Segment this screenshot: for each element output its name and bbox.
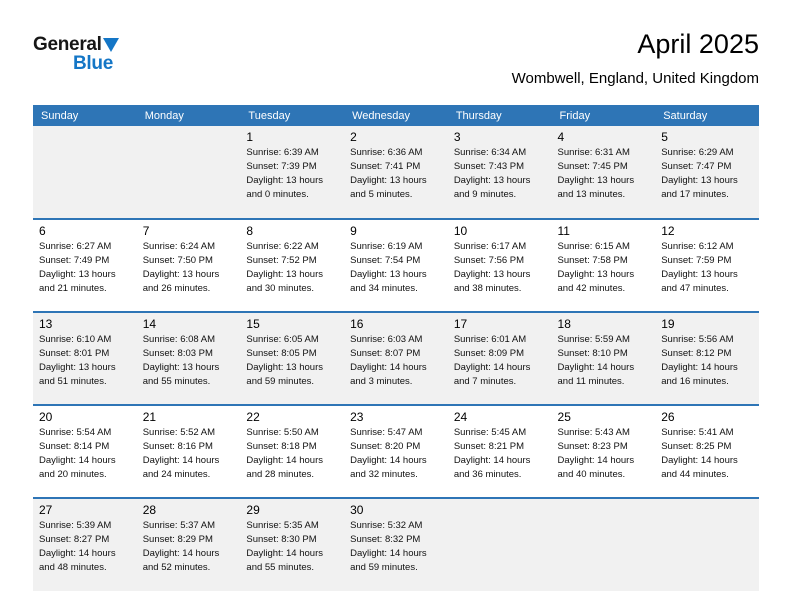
day-info-line: Sunrise: 5:43 AM	[557, 427, 630, 438]
day-info-line: and 7 minutes.	[453, 376, 517, 387]
day-info	[143, 240, 238, 296]
day-number: 3	[453, 130, 461, 144]
day-info-line: Sunrise: 5:41 AM	[661, 427, 734, 438]
day-number: 1	[246, 130, 254, 144]
day-info	[143, 426, 238, 482]
day-info	[558, 146, 653, 202]
day-number: 13	[39, 317, 53, 331]
day-info-line: Sunset: 7:39 PM	[246, 161, 317, 172]
day-info-line: Daylight: 13 hours	[661, 269, 738, 280]
day-cell	[344, 219, 448, 312]
day-info-line: Sunrise: 6:31 AM	[557, 147, 630, 158]
day-cell	[344, 498, 448, 591]
day-info-line: Daylight: 14 hours	[142, 548, 220, 559]
day-info-line: Sunrise: 6:15 AM	[557, 241, 630, 252]
weekday-header-row	[33, 105, 759, 126]
day-info-line: Sunset: 8:21 PM	[453, 441, 525, 452]
day-cell	[344, 126, 448, 219]
day-info-line: Sunrise: 6:17 AM	[453, 241, 527, 252]
day-info-line: and 26 minutes.	[142, 283, 211, 294]
day-info-line: Daylight: 13 hours	[142, 362, 220, 373]
day-info	[661, 426, 756, 482]
day-info	[454, 240, 549, 296]
day-info-line: Daylight: 14 hours	[661, 455, 738, 466]
day-info-line: Sunset: 8:12 PM	[661, 348, 732, 359]
day-info-line: and 34 minutes.	[350, 283, 418, 294]
day-cell	[240, 126, 344, 219]
empty-day-cell	[33, 126, 137, 219]
weekday-monday: Monday	[137, 105, 241, 126]
day-info-line: and 40 minutes.	[557, 469, 626, 480]
day-info-line: Sunrise: 6:24 AM	[142, 241, 216, 252]
weekday-friday: Friday	[552, 105, 656, 126]
calendar-table	[33, 105, 759, 591]
day-cell	[552, 219, 656, 312]
day-cell	[552, 405, 656, 498]
generalblue-logo	[33, 28, 119, 73]
day-info-line: Sunrise: 6:36 AM	[350, 147, 423, 158]
day-number: 2	[350, 130, 357, 144]
day-info-line: Daylight: 14 hours	[557, 362, 635, 373]
day-info-line: Sunset: 7:41 PM	[350, 161, 421, 172]
day-info-line: Daylight: 14 hours	[557, 455, 635, 466]
day-info-line: Sunrise: 6:34 AM	[453, 147, 527, 158]
day-info-line: Daylight: 13 hours	[142, 269, 220, 280]
day-info-line: and 24 minutes.	[142, 469, 211, 480]
day-cell	[448, 219, 552, 312]
day-info-line: Sunrise: 5:47 AM	[350, 427, 423, 438]
day-number: 6	[39, 224, 46, 238]
day-info-line: Daylight: 13 hours	[453, 269, 531, 280]
day-info-line: and 51 minutes.	[39, 376, 107, 387]
day-info-line: Sunrise: 6:19 AM	[350, 241, 423, 252]
day-number: 8	[246, 224, 254, 238]
day-info-line: and 47 minutes.	[661, 283, 729, 294]
calendar-body	[33, 126, 759, 591]
day-number: 21	[142, 410, 157, 424]
day-info-line: Sunrise: 5:59 AM	[557, 334, 630, 345]
day-cell	[655, 405, 759, 498]
day-info-line: Sunrise: 6:05 AM	[246, 334, 319, 345]
day-info-line: Sunset: 8:05 PM	[246, 348, 317, 359]
day-info	[39, 519, 134, 575]
day-number: 12	[661, 224, 675, 238]
day-cell	[137, 219, 241, 312]
day-info-line: Sunrise: 5:56 AM	[661, 334, 734, 345]
day-info-line: Daylight: 13 hours	[39, 362, 116, 373]
day-info	[39, 426, 134, 482]
day-info-line: Sunset: 7:52 PM	[246, 255, 317, 266]
weekday-tuesday: Tuesday	[240, 105, 344, 126]
day-info	[246, 146, 341, 202]
day-cell	[448, 405, 552, 498]
day-number: 7	[142, 224, 150, 238]
day-info-line: Daylight: 13 hours	[557, 269, 635, 280]
day-info-line: Sunset: 8:23 PM	[557, 441, 628, 452]
day-info-line: and 5 minutes.	[350, 189, 413, 200]
day-info	[143, 519, 238, 575]
day-info-line: Daylight: 13 hours	[246, 269, 323, 280]
day-number: 10	[453, 224, 468, 238]
day-number: 9	[350, 224, 357, 238]
day-info-line: Sunrise: 6:29 AM	[661, 147, 734, 158]
day-info-line: Daylight: 13 hours	[39, 269, 116, 280]
week-row	[33, 498, 759, 591]
day-info-line: and 59 minutes.	[350, 562, 418, 573]
day-number: 24	[453, 410, 468, 424]
day-info-line: and 42 minutes.	[557, 283, 626, 294]
day-info-line: Sunset: 8:16 PM	[142, 441, 213, 452]
day-cell	[240, 312, 344, 405]
day-info-line: Sunrise: 6:12 AM	[661, 241, 734, 252]
day-cell	[33, 312, 137, 405]
day-info-line: and 48 minutes.	[39, 562, 107, 573]
empty-day-cell	[448, 498, 552, 591]
day-info	[558, 426, 653, 482]
day-info-line: Daylight: 14 hours	[661, 362, 738, 373]
day-number: 19	[661, 317, 675, 331]
day-info-line: Sunset: 7:45 PM	[557, 161, 628, 172]
day-info-line: Sunrise: 6:22 AM	[246, 241, 319, 252]
day-info-line: and 28 minutes.	[246, 469, 315, 480]
day-info-line: Sunrise: 5:50 AM	[246, 427, 319, 438]
day-info-line: Sunset: 8:27 PM	[39, 534, 110, 545]
week-row	[33, 219, 759, 312]
day-info-line: and 17 minutes.	[661, 189, 729, 200]
day-info-line: Sunrise: 6:39 AM	[246, 147, 319, 158]
day-info	[246, 426, 341, 482]
weekday-wednesday: Wednesday	[344, 105, 448, 126]
page-title: April 2025	[637, 29, 759, 59]
day-number: 22	[246, 410, 260, 424]
day-info-line: Daylight: 14 hours	[350, 455, 427, 466]
week-row	[33, 126, 759, 219]
day-info	[661, 240, 756, 296]
day-info	[558, 240, 653, 296]
day-info-line: and 20 minutes.	[39, 469, 107, 480]
day-info-line: Sunset: 8:01 PM	[39, 348, 110, 359]
day-cell	[137, 498, 241, 591]
day-cell	[33, 219, 137, 312]
day-number: 20	[39, 410, 53, 424]
day-info-line: Sunset: 7:56 PM	[453, 255, 525, 266]
day-cell	[240, 405, 344, 498]
day-info-line: Daylight: 14 hours	[39, 548, 116, 559]
day-info-line: Daylight: 13 hours	[661, 175, 738, 186]
weekday-thursday: Thursday	[448, 105, 552, 126]
day-info-line: Daylight: 14 hours	[246, 548, 323, 559]
day-info-line: Sunrise: 6:08 AM	[142, 334, 216, 345]
day-cell	[448, 126, 552, 219]
day-info-line: and 59 minutes.	[246, 376, 315, 387]
day-info	[454, 146, 549, 202]
day-info-line: Sunset: 8:09 PM	[453, 348, 525, 359]
day-cell	[552, 126, 656, 219]
empty-day-cell	[552, 498, 656, 591]
logo-text-general: General	[33, 34, 102, 55]
day-cell	[33, 405, 137, 498]
page-header	[33, 28, 759, 87]
day-info	[350, 146, 445, 202]
day-info-line: Daylight: 13 hours	[453, 175, 531, 186]
day-info-line: and 36 minutes.	[453, 469, 522, 480]
day-info-line: and 52 minutes.	[142, 562, 211, 573]
day-info-line: and 38 minutes.	[453, 283, 522, 294]
day-number: 29	[246, 503, 260, 517]
day-info-line: Sunset: 8:30 PM	[246, 534, 317, 545]
day-info	[558, 333, 653, 389]
day-info-line: Sunset: 7:59 PM	[661, 255, 732, 266]
day-info	[350, 519, 445, 575]
day-number: 27	[39, 503, 53, 517]
day-cell	[655, 126, 759, 219]
day-info-line: Daylight: 13 hours	[350, 269, 427, 280]
day-info-line: and 44 minutes.	[661, 469, 729, 480]
day-info-line: Sunset: 8:07 PM	[350, 348, 421, 359]
title-block	[512, 28, 759, 87]
weekday-sunday: Sunday	[33, 105, 137, 126]
day-number: 18	[557, 317, 571, 331]
day-info	[350, 333, 445, 389]
logo-triangle-icon	[103, 38, 119, 52]
day-info-line: Sunrise: 6:01 AM	[453, 334, 527, 345]
day-number: 23	[350, 410, 364, 424]
day-info-line: Sunset: 7:47 PM	[661, 161, 732, 172]
day-cell	[240, 219, 344, 312]
day-info-line: Daylight: 14 hours	[142, 455, 220, 466]
day-info-line: Sunset: 8:18 PM	[246, 441, 317, 452]
day-info-line: Sunrise: 5:54 AM	[39, 427, 112, 438]
day-number: 4	[557, 130, 565, 144]
logo-text-blue: Blue	[73, 53, 113, 74]
day-info	[246, 240, 341, 296]
day-cell	[240, 498, 344, 591]
empty-day-cell	[655, 498, 759, 591]
day-info-line: Daylight: 13 hours	[246, 175, 323, 186]
day-info-line: Sunset: 8:10 PM	[557, 348, 628, 359]
day-number: 15	[246, 317, 260, 331]
day-cell	[344, 405, 448, 498]
day-info-line: and 55 minutes.	[246, 562, 315, 573]
day-info-line: and 11 minutes.	[557, 376, 625, 387]
day-info-line: and 21 minutes.	[39, 283, 107, 294]
day-info-line: Sunrise: 5:37 AM	[142, 520, 216, 531]
day-info-line: Sunset: 8:14 PM	[39, 441, 110, 452]
day-info-line: and 13 minutes.	[557, 189, 626, 200]
location-subtitle: Wombwell, England, United Kingdom	[511, 70, 759, 87]
day-number: 16	[350, 317, 364, 331]
day-info-line: Sunrise: 5:45 AM	[453, 427, 527, 438]
day-info-line: Sunset: 7:49 PM	[39, 255, 110, 266]
day-info-line: Sunset: 7:50 PM	[142, 255, 213, 266]
day-info-line: Sunrise: 5:32 AM	[350, 520, 423, 531]
day-info-line: and 3 minutes.	[350, 376, 413, 387]
day-info-line: Daylight: 14 hours	[39, 455, 116, 466]
day-info-line: Sunset: 7:54 PM	[350, 255, 421, 266]
day-info-line: Daylight: 14 hours	[350, 548, 427, 559]
day-info-line: Daylight: 14 hours	[453, 455, 531, 466]
day-number: 5	[661, 130, 668, 144]
day-number: 17	[453, 317, 468, 331]
day-info	[350, 426, 445, 482]
day-info-line: Sunset: 8:29 PM	[142, 534, 213, 545]
day-number: 11	[557, 224, 570, 238]
day-info	[143, 333, 238, 389]
weekday-saturday: Saturday	[655, 105, 759, 126]
day-info-line: Daylight: 14 hours	[246, 455, 323, 466]
day-cell	[137, 405, 241, 498]
day-info-line: Daylight: 14 hours	[350, 362, 427, 373]
day-info	[661, 146, 756, 202]
day-info-line: Daylight: 13 hours	[350, 175, 427, 186]
day-number: 28	[142, 503, 157, 517]
day-info-line: Sunrise: 5:52 AM	[142, 427, 216, 438]
day-info-line: Sunset: 8:20 PM	[350, 441, 421, 452]
day-info-line: Daylight: 13 hours	[557, 175, 635, 186]
day-cell	[552, 312, 656, 405]
day-number: 26	[661, 410, 675, 424]
week-row	[33, 312, 759, 405]
day-number: 14	[142, 317, 157, 331]
day-number: 30	[350, 503, 364, 517]
day-info-line: Sunset: 7:43 PM	[453, 161, 525, 172]
day-info	[246, 519, 341, 575]
empty-day-cell	[137, 126, 241, 219]
day-info-line: Sunrise: 6:03 AM	[350, 334, 423, 345]
day-info-line: and 9 minutes.	[453, 189, 517, 200]
week-row	[33, 405, 759, 498]
day-info-line: Sunrise: 6:27 AM	[39, 241, 112, 252]
day-info-line: and 16 minutes.	[661, 376, 729, 387]
day-info	[661, 333, 756, 389]
day-info-line: Sunrise: 5:39 AM	[39, 520, 112, 531]
day-info-line: Sunrise: 5:35 AM	[246, 520, 319, 531]
day-info-line: and 0 minutes.	[246, 189, 309, 200]
day-info-line: Sunset: 7:58 PM	[557, 255, 628, 266]
day-info	[454, 426, 549, 482]
day-info-line: and 30 minutes.	[246, 283, 315, 294]
day-cell	[137, 312, 241, 405]
day-info	[246, 333, 341, 389]
day-info-line: and 32 minutes.	[350, 469, 418, 480]
day-info-line: Sunset: 8:25 PM	[661, 441, 732, 452]
day-info-line: Sunrise: 6:10 AM	[39, 334, 112, 345]
day-cell	[655, 312, 759, 405]
day-info	[39, 240, 134, 296]
day-info	[39, 333, 134, 389]
day-info-line: Daylight: 14 hours	[453, 362, 531, 373]
day-cell	[448, 312, 552, 405]
day-info	[350, 240, 445, 296]
day-info-line: Sunset: 8:03 PM	[142, 348, 213, 359]
day-info-line: and 55 minutes.	[142, 376, 211, 387]
day-info	[454, 333, 549, 389]
day-info-line: Sunset: 8:32 PM	[350, 534, 421, 545]
day-cell	[655, 219, 759, 312]
day-cell	[344, 312, 448, 405]
day-number: 25	[557, 410, 571, 424]
day-cell	[33, 498, 137, 591]
day-info-line: Daylight: 13 hours	[246, 362, 323, 373]
logo-top-row	[33, 36, 119, 54]
